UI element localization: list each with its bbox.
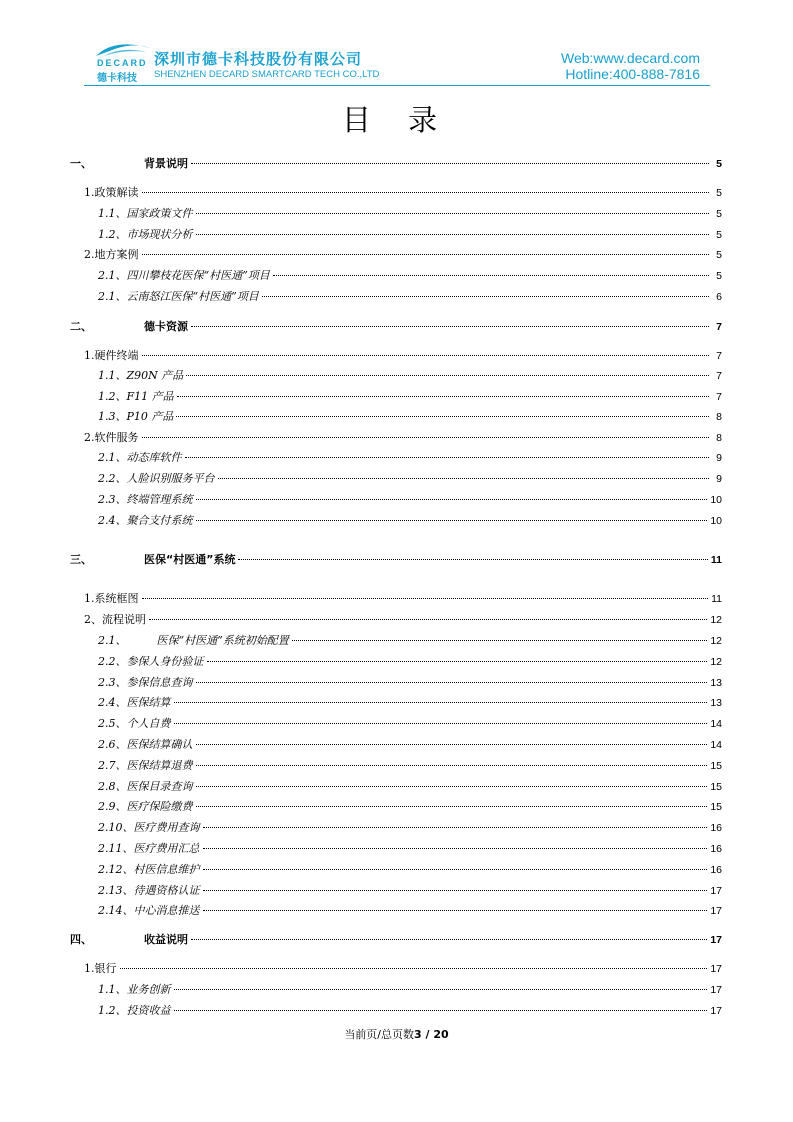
toc-entry-title: 背景说明: [144, 157, 188, 170]
toc-entry-title: 、市场现状分析: [115, 228, 193, 241]
toc-leader-dots: [142, 254, 710, 255]
toc-entry-page: 17: [710, 963, 722, 975]
toc-entry[interactable]: [70, 981, 722, 997]
toc-entry-page: 10: [710, 494, 722, 506]
toc-leader-dots: [196, 765, 708, 766]
toc-entry[interactable]: [70, 694, 722, 710]
toc-entry-number: 1.: [84, 186, 95, 199]
toc-entry[interactable]: [70, 632, 722, 648]
toc-leader-dots: [196, 520, 708, 521]
toc-entry-number: 2.3: [98, 493, 116, 506]
toc-entry-number: 四、: [70, 933, 92, 946]
toc-entry-number: 1.2: [98, 228, 116, 241]
toc-entry-number: 2.10: [98, 821, 123, 834]
header-divider: [84, 85, 710, 86]
toc-entry[interactable]: [70, 611, 722, 627]
toc-entry-page: 7: [716, 321, 722, 333]
toc-entry-page: 5: [716, 158, 722, 170]
toc-entry-number: 2.12: [98, 863, 123, 876]
toc-entry[interactable]: [70, 367, 722, 383]
toc-entry-page: 7: [716, 370, 722, 382]
toc-leader-dots: [196, 786, 708, 787]
toc-entry[interactable]: [70, 155, 722, 171]
toc-entry-title: 、动态库软件: [115, 451, 182, 464]
toc-entry-page: 5: [716, 229, 722, 241]
toc-entry[interactable]: [70, 960, 722, 976]
toc-leader-dots: [176, 416, 709, 417]
toc-entry-number: 2.4: [98, 514, 116, 527]
toc-entry-number: 2.1: [98, 451, 116, 464]
toc-entry-title: 硬件终端: [94, 349, 139, 362]
toc-entry[interactable]: [70, 882, 722, 898]
toc-entry-number: 1.1: [98, 207, 116, 220]
toc-entry-title: 、医保结算确认: [115, 738, 193, 751]
toc-entry[interactable]: [70, 674, 722, 690]
toc-leader-dots: [185, 457, 710, 458]
toc-entry-number: 2.8: [98, 780, 116, 793]
company-name-en: SHENZHEN DECARD SMARTCARD TECH CO.,LTD: [154, 69, 380, 80]
toc-entry-title: 、村医信息维护: [122, 863, 200, 876]
toc-entry-page: 12: [710, 614, 722, 626]
toc-entry-page: 14: [710, 739, 722, 751]
toc-entry-title: 、个人自费: [115, 717, 171, 730]
toc-entry[interactable]: [70, 778, 722, 794]
toc-entry-title: 、四川攀枝花医保“村医通”项目: [115, 269, 270, 282]
toc-entry-page: 9: [716, 452, 722, 464]
toc-entry-number: 2.1: [98, 634, 116, 647]
toc-entry-number: 2.11: [98, 842, 123, 855]
toc-entry-page: 16: [710, 843, 722, 855]
page-separator: /: [421, 1028, 434, 1041]
toc-entry-page: 12: [710, 635, 722, 647]
toc-leader-dots: [196, 682, 708, 683]
toc-entry[interactable]: [70, 931, 722, 947]
logo-swoosh-icon: [94, 40, 154, 60]
toc-entry-title: 系统框图: [94, 592, 139, 605]
toc-entry-number: 三、: [70, 553, 92, 566]
toc-entry[interactable]: [70, 184, 722, 200]
toc-entry-title: 、医疗费用汇总: [122, 842, 200, 855]
toc-entry-page: 14: [710, 718, 722, 730]
toc-entry-page: 12: [710, 656, 722, 668]
toc-leader-dots: [142, 192, 710, 193]
toc-entry-page: 8: [716, 432, 722, 444]
toc-leader-dots: [218, 478, 710, 479]
toc-entry-number: 2.: [84, 248, 95, 261]
toc-entry-title: 收益说明: [144, 933, 188, 946]
toc-entry-title: 、业务创新: [115, 983, 171, 996]
toc-entry-number: 1.1: [98, 983, 116, 996]
toc-entry-title: 医保“村医通”系统: [144, 553, 236, 566]
toc-entry[interactable]: [70, 840, 722, 856]
toc-leader-dots: [174, 723, 708, 724]
page-title: 目 录: [341, 103, 452, 137]
toc-entry-title: 、聚合支付系统: [115, 514, 193, 527]
total-pages: 20: [433, 1028, 449, 1041]
toc-entry-title: 、流程说明: [91, 613, 146, 626]
toc-entry-number: 1.2: [98, 1004, 116, 1017]
toc-entry-number: 2.14: [98, 904, 123, 917]
toc-entry-title: 银行: [94, 962, 117, 975]
toc-entry[interactable]: [70, 470, 722, 486]
toc-leader-dots: [191, 326, 709, 327]
toc-entry-page: 5: [716, 270, 722, 282]
toc-leader-dots: [142, 437, 710, 438]
toc-entry[interactable]: [70, 590, 722, 606]
toc-entry-title: 、P10 产品: [115, 410, 174, 423]
toc-entry[interactable]: [70, 798, 722, 814]
toc-entry[interactable]: [70, 429, 722, 445]
toc-leader-dots: [174, 702, 708, 703]
toc-entry[interactable]: [70, 736, 722, 752]
toc-entry-page: 7: [716, 350, 722, 362]
toc-entry-number: 2.2: [98, 472, 116, 485]
toc-entry-title: 地方案例: [94, 248, 139, 261]
toc-entry-title: 、人脸识别服务平台: [115, 472, 215, 485]
toc-leader-dots: [196, 806, 708, 807]
toc-entry-number: 2.6: [98, 738, 116, 751]
company-name: [154, 48, 379, 80]
toc-leader-dots: [238, 559, 707, 560]
toc-entry[interactable]: [70, 491, 722, 507]
toc-entry-number: 1.: [84, 962, 95, 975]
toc-entry[interactable]: [70, 551, 722, 567]
toc-entry-number: 2.3: [98, 676, 116, 689]
toc-entry-number: 二、: [70, 320, 92, 333]
toc-leader-dots: [203, 890, 708, 891]
toc-entry[interactable]: [70, 512, 722, 528]
logo-text-cn: 德卡科技: [97, 73, 137, 84]
toc-entry[interactable]: [70, 757, 722, 773]
toc-entry-page: 15: [710, 760, 722, 772]
toc-entry[interactable]: [70, 861, 722, 877]
toc-entry-title: 、终端管理系统: [115, 493, 193, 506]
toc-entry-title-extra: 医保“村医通”系统初始配置: [156, 634, 289, 647]
toc-entry-number: 2.2: [98, 655, 116, 668]
toc-entry-number: 2.7: [98, 759, 116, 772]
toc-entry-title: 、云南怒江医保“村医通”项目: [115, 290, 259, 303]
toc-leader-dots: [273, 275, 709, 276]
toc-entry-page: 17: [710, 905, 722, 917]
toc-entry-page: 17: [710, 1005, 722, 1017]
toc-leader-dots: [191, 939, 707, 940]
toc-entry-number: 1.: [84, 592, 95, 605]
toc-entry[interactable]: [70, 246, 722, 262]
toc-entry-number: 2.9: [98, 800, 116, 813]
toc-entry-page: 16: [710, 864, 722, 876]
toc-entry-page: 11: [711, 593, 722, 605]
toc-entry-page: 7: [716, 391, 722, 403]
toc-entry-page: 5: [716, 208, 722, 220]
toc-entry-title: 、医疗费用查询: [122, 821, 200, 834]
toc-entry-page: 8: [716, 411, 722, 423]
toc-entry-title: 软件服务: [94, 431, 139, 444]
toc-entry[interactable]: [70, 715, 722, 731]
toc-entry[interactable]: [70, 653, 722, 669]
toc-entry-page: 16: [710, 822, 722, 834]
toc-leader-dots: [196, 213, 710, 214]
toc-entry-title: 、参保信息查询: [115, 676, 193, 689]
toc-entry-number: 2.1: [98, 269, 116, 282]
toc-entry[interactable]: [70, 205, 722, 221]
toc-entry-title: 德卡资源: [144, 320, 188, 333]
toc-entry-title: 、Z90N 产品: [115, 369, 184, 382]
toc-leader-dots: [196, 744, 708, 745]
toc-entry-number: 2.13: [98, 884, 123, 897]
logo-text-en: DECARD: [97, 58, 148, 68]
toc-entry-page: 5: [716, 249, 722, 261]
toc-entry[interactable]: [70, 902, 722, 918]
toc-entry-page: 13: [710, 697, 722, 709]
contact-info: [561, 50, 700, 82]
toc-entry[interactable]: [70, 408, 722, 424]
toc-leader-dots: [120, 968, 708, 969]
toc-entry-number: 2.4: [98, 696, 116, 709]
toc-leader-dots: [262, 296, 709, 297]
toc-entry-number: 2.1: [98, 290, 116, 303]
toc-entry[interactable]: [70, 388, 722, 404]
toc-leader-dots: [142, 355, 710, 356]
hotline: Hotline:400-888-7816: [565, 66, 700, 82]
toc-leader-dots: [203, 869, 708, 870]
toc-leader-dots: [203, 827, 708, 828]
toc-leader-dots: [196, 499, 708, 500]
page-header: [94, 40, 700, 82]
toc-entry-title: 政策解读: [94, 186, 139, 199]
toc-entry[interactable]: [70, 449, 722, 465]
toc-leader-dots: [203, 848, 708, 849]
toc-leader-dots: [174, 1010, 708, 1011]
toc-entry-number: 2: [84, 613, 91, 626]
toc-entry-page: 17: [710, 934, 722, 946]
toc-entry[interactable]: [70, 318, 722, 334]
toc-leader-dots: [186, 375, 709, 376]
company-logo: [94, 40, 154, 82]
toc-entry[interactable]: [70, 288, 722, 304]
toc-entry-title: 、F11 产品: [115, 390, 174, 403]
toc-leader-dots: [191, 163, 709, 164]
toc-entry-title: 、中心消息推送: [122, 904, 200, 917]
toc-entry-page: 9: [716, 473, 722, 485]
toc-leader-dots: [203, 910, 708, 911]
toc-entry[interactable]: [70, 819, 722, 835]
toc-entry[interactable]: [70, 1002, 722, 1018]
page-footer: [0, 1026, 793, 1042]
toc-leader-dots: [177, 396, 709, 397]
toc-entry-title: 、参保人身份验证: [115, 655, 204, 668]
toc-entry-page: 15: [710, 781, 722, 793]
toc-leader-dots: [196, 234, 710, 235]
toc-entry-number: 1.2: [98, 390, 116, 403]
toc-leader-dots: [174, 989, 708, 990]
toc-entry-number: 2.5: [98, 717, 116, 730]
toc-entry-number: 1.1: [98, 369, 116, 382]
toc-entry[interactable]: [70, 226, 722, 242]
website: Web:www.decard.com: [560, 50, 700, 66]
toc-entry-title: 、医保目录查询: [115, 780, 193, 793]
toc-entry-title: 、待遇资格认证: [122, 884, 200, 897]
toc-leader-dots: [207, 661, 708, 662]
toc-entry-title: 、医疗保险缴费: [115, 800, 193, 813]
toc-entry-title: 、医保结算退费: [115, 759, 193, 772]
toc-leader-dots: [292, 640, 708, 641]
toc-entry-page: 10: [710, 515, 722, 527]
toc-leader-dots: [142, 598, 709, 599]
toc-entry-title: 、医保结算: [115, 696, 171, 709]
toc-entry-page: 15: [710, 801, 722, 813]
toc-entry-number: 一、: [70, 157, 92, 170]
toc-entry-title: 、国家政策文件: [115, 207, 193, 220]
toc-entry[interactable]: [70, 347, 722, 363]
toc-entry-title: 、投资收益: [115, 1004, 171, 1017]
footer-label: 当前页/总页数: [344, 1028, 415, 1041]
company-name-cn: 深圳市德卡科技股份有限公司: [154, 50, 363, 68]
toc-entry-page: 11: [710, 554, 722, 566]
toc-entry-page: 5: [716, 187, 722, 199]
toc-entry-page: 17: [710, 984, 722, 996]
current-page: 3: [414, 1028, 422, 1041]
toc-entry-number: 1.3: [98, 410, 116, 423]
toc-entry-page: 6: [716, 291, 722, 303]
toc-entry-page: 17: [710, 885, 722, 897]
toc-entry[interactable]: [70, 267, 722, 283]
toc-entry-number: 2.: [84, 431, 95, 444]
toc-leader-dots: [149, 619, 707, 620]
toc-entry-title: 、: [115, 634, 127, 647]
toc-entry-page: 13: [710, 677, 722, 689]
toc-entry-number: 1.: [84, 349, 95, 362]
